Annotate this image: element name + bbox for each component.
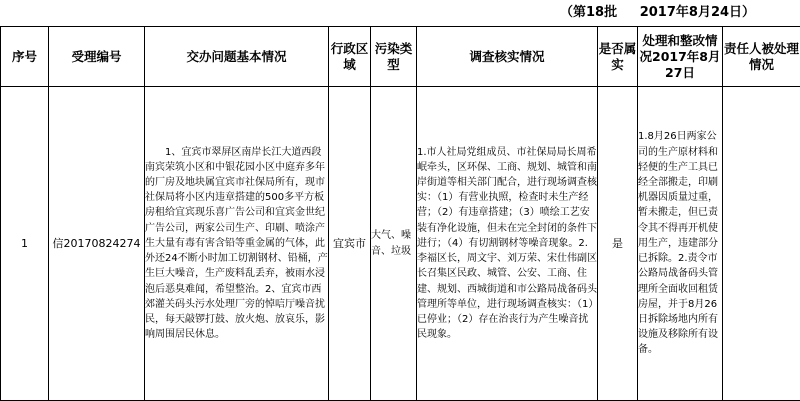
header-accountability: 责任人被处理情况: [723, 27, 800, 87]
cell-seq: 1: [1, 87, 49, 401]
cell-accountability: [723, 87, 800, 401]
header-row: [1, 27, 800, 87]
header-investigation: 调查核实情况: [417, 27, 598, 87]
header-district: 行政区域: [329, 27, 371, 87]
header-verified: 是否属实: [598, 27, 638, 87]
header-case-no: 受理编号: [49, 27, 145, 87]
cell-case-no: 信20170824274: [49, 87, 145, 401]
batch-date-line: （第18批 2017年8月24日）: [560, 5, 756, 20]
table-row: [1, 87, 800, 401]
cell-issue: 1、宜宾市翠屏区南岸长江大道西段南宾荣筑小区和中银花园小区中庭弃多年的厂房及地块属宜宾市社保局所有，现市社保局将小区内违章搭建的500多平方板房租给宜宾现乐喜广告公司和宜宾金世纪广告公司，两家公司生产、印刷、喷涂产生大量有毒有害含铅等重金属的气体，此外还24不断小时加工切割钢材、铅桶，产生巨大噪音，生产废料乱丢弃，被雨水浸泡后恶臭难闻，希望整治。2、宜宾市西郊灌关码头污水处理厂旁的悼唁厅噪音扰民，每天敲锣打鼓、放火炮、放哀乐，影响周围居民休息。: [145, 87, 329, 401]
petition-table: [0, 26, 800, 401]
cell-verified: 是: [598, 87, 638, 401]
cell-handling: 1.8月26日两家公司的生产原材料和轻便的生产工具已经全部搬走，印刷机器因质量过重，暂未搬走，但已责令其不得再开机使用生产，违建部分已拆除。2.责令市公路局战备码头管理所全面收回租赁房屋，并于8月26日拆除场地内所有设施及移除所有设备。: [638, 87, 723, 401]
header-handling: 处理和整改情况2017年8月27日: [638, 27, 723, 87]
cell-investigation: 1.市人社局党组成员、市社保局局长周希岷牵头，区环保、工商、规划、城管和南岸街道等相关部门配合，进行现场调查核实：（1）有营业执照，检查时未生产经营；（2）有违章搭建；（3）喷绘工艺安装有净化设施，但未在完全封闭的条件下进行；（4）有切割钢材等噪音现象。2.李福区长，周文宇、刘万荣、宋仕伟副区长召集区民政、城管、公安、工商、住建、规划、西城街道和市公路局战备码头管理所等单位，进行现场调查核实：（1）已停业；（2）存在治丧行为产生噪音扰民现象。: [417, 87, 598, 401]
cell-pollution-type: 大气、噪音、垃圾: [371, 87, 417, 401]
header-pollution-type: 污染类型: [371, 27, 417, 87]
header-issue: 交办问题基本情况: [145, 27, 329, 87]
header-seq: 序号: [1, 27, 49, 87]
cell-district: 宜宾市: [329, 87, 371, 401]
